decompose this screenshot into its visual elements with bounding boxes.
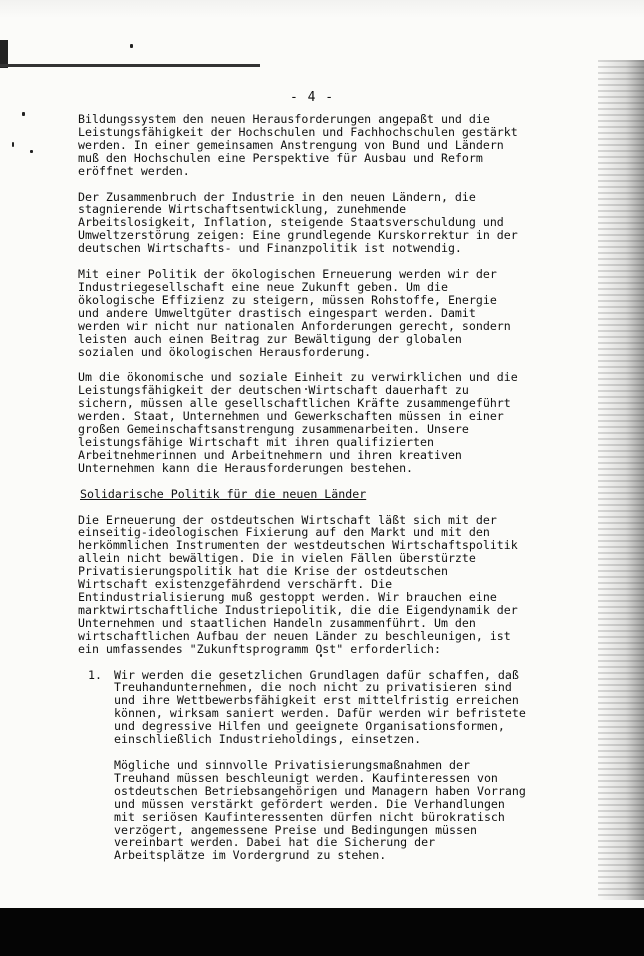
page-number: - 4 - — [290, 90, 335, 105]
document-body — [78, 113, 528, 862]
numbered-item-1 — [78, 669, 528, 746]
text-line: Leistungsfähigkeit der Hochschulen und Fachhochschulen gestärkt — [78, 124, 518, 139]
text-line: Wir werden die gesetzlichen Grundlagen dafür schaffen, daß — [114, 667, 519, 682]
scan-speck — [22, 112, 25, 116]
text-line: stagnierende Wirtschaftsentwicklung, zunehmende — [78, 202, 407, 217]
text-line: leistungsfähige Wirtschaft mit ihren qualifizierten — [78, 434, 434, 449]
text-line: ein umfassendes "Zukunftsprogramm Ost" erforderlich: — [78, 641, 441, 656]
text-line: marktwirtschaftliche Industriepolitik, die die Eigendynamik der — [78, 602, 518, 617]
paragraph-2 — [78, 191, 528, 256]
text-line: ostdeutschen Betriebsangehörigen und Managern haben Vorrang — [114, 783, 526, 798]
text-line: Entindustrialisierung muß gestoppt werden. Wir brauchen eine — [78, 590, 497, 604]
text-line: Arbeitnehmerinnen und Arbeitnehmern und ihren kreativen — [78, 447, 462, 462]
item-number: 1. — [88, 667, 102, 682]
text-line: muß den Hochschulen eine Perspektive für Ausbau und Reform — [78, 150, 483, 165]
scan-speck — [12, 142, 14, 147]
scan-speck — [130, 44, 133, 48]
section-paragraph — [78, 514, 528, 656]
scan-fold-line — [0, 64, 260, 67]
paragraph-3 — [78, 268, 528, 358]
text-line: deutschen Wirtschafts- und Finanzpolitik ist notwendig. — [78, 241, 462, 256]
text-line: Treuhandunternehmen, die noch nicht zu privatisieren sind — [114, 680, 512, 695]
text-line: können, wirksam saniert werden. Dafür werden wir befristete — [114, 706, 526, 721]
scan-bottom-border — [0, 908, 644, 956]
text-line: und degressive Hilfen und geeignete Organisationsformen, — [114, 719, 505, 734]
scan-speck — [30, 150, 33, 153]
text-line: Unternehmen und staatlichen Handeln zusammenführt. Um den — [78, 615, 476, 630]
text-line: Bildungssystem den neuen Herausforderungen angepaßt und die — [78, 112, 490, 126]
text-line: allein nicht bewältigen. Die in vielen Fällen überstürzte — [78, 551, 476, 566]
paragraph-1 — [78, 113, 528, 178]
scan-top-edge — [0, 0, 644, 18]
text-line: werden. Staat, Unternehmen und Gewerkschaften müssen in einer — [78, 409, 504, 424]
text-line: einseitig-ideologischen Fixierung auf den Markt und mit den — [78, 525, 490, 540]
text-line: werden. In einer gemeinsamen Anstrengung von Bund und Ländern — [78, 137, 504, 152]
text-line: vereinbart werden. Dabei hat die Sicherung der — [114, 835, 436, 850]
text-line: und ihre Wettbewerbsfähigkeit erst mittelfristig erreichen — [114, 693, 519, 708]
text-line: Umweltzerstörung zeigen: Eine grundlegende Kurskorrektur in der — [78, 228, 518, 243]
text-line: mit seriösen Kaufinteressenten dürfen nicht bürokratisch — [114, 809, 505, 824]
text-line: Mögliche und sinnvolle Privatisierungsmaßnahmen der — [114, 757, 470, 772]
text-line: und andere Umweltgüter drastisch eingespart werden. Damit — [78, 305, 476, 320]
scan-right-edge-shadow — [598, 60, 644, 900]
text-line: wirtschaftlichen Aufbau der neuen Länder zu beschleunigen, ist — [78, 628, 511, 643]
section-heading: Solidarische Politik für die neuen Länder — [80, 486, 367, 501]
item-sub-paragraph — [114, 759, 528, 862]
text-line: Arbeitsplätze im Vordergrund zu stehen. — [114, 848, 387, 863]
text-line: Privatisierungspolitik hat die Krise der ostdeutschen — [78, 564, 448, 579]
text-line: Wirtschaft existenzgefährdend verschärft. Die — [78, 577, 393, 592]
text-line: Treuhand müssen beschleunigt werden. Kaufinteressen von — [114, 770, 498, 785]
text-line: sichern, müssen alle gesellschaftlichen Kräfte zusammengeführt — [78, 396, 511, 411]
text-line: leisten auch einen Beitrag zur Bewältigung der globalen — [78, 331, 462, 346]
paragraph-4 — [78, 371, 528, 474]
text-line: eröffnet werden. — [78, 163, 190, 178]
text-line: Arbeitslosigkeit, Inflation, steigende Staatsverschuldung und — [78, 215, 504, 230]
text-line: werden wir nicht nur nationalen Anforderungen gerecht, sondern — [78, 318, 511, 333]
text-line: herkömmlichen Instrumenten der westdeutschen Wirtschaftspolitik — [78, 538, 518, 553]
text-line: Mit einer Politik der ökologischen Erneuerung werden wir der — [78, 267, 497, 282]
text-line: großen Gemeinschaftsanstrengung zusammenarbeiten. Unsere — [78, 422, 469, 437]
text-line: Um die ökonomische und soziale Einheit zu verwirklichen und die — [78, 370, 518, 385]
text-line: ökologische Effizienz zu steigern, müssen Rohstoffe, Energie — [78, 292, 497, 307]
text-line: einschließlich Industrieholdings, einsetzen. — [114, 732, 422, 747]
text-line: und müssen verstärkt gefördert werden. Die Verhandlungen — [114, 796, 505, 811]
text-line: Unternehmen kann die Herausforderungen bestehen. — [78, 460, 414, 475]
text-line: verzögert, angemessene Preise und Bedingungen müssen — [114, 822, 477, 837]
text-line: Leistungsfähigkeit der deutschen Wirtschaft dauerhaft zu — [78, 383, 469, 398]
text-line: sozialen und ökologischen Herausforderung. — [78, 344, 372, 359]
item-body — [114, 669, 528, 746]
text-line: Der Zusammenbruch der Industrie in den neuen Ländern, die — [78, 189, 476, 204]
text-line: Industriegesellschaft eine neue Zukunft geben. Um die — [78, 279, 448, 294]
text-line: Die Erneuerung der ostdeutschen Wirtschaft läßt sich mit der — [78, 512, 497, 527]
